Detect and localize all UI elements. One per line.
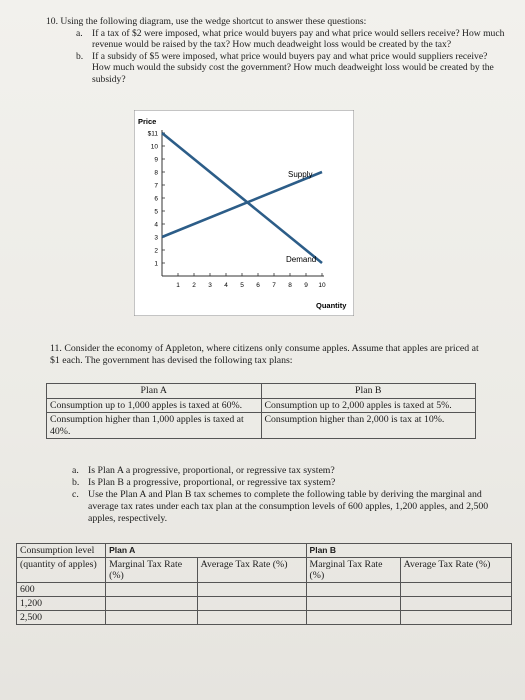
y-tick-label: 7 xyxy=(154,182,158,190)
item-label: c. xyxy=(72,489,79,500)
y-tick-label: 4 xyxy=(154,221,158,229)
plan-a-header: Plan A xyxy=(47,384,262,399)
x-tick-label: 7 xyxy=(272,282,276,289)
y-tick-label: 5 xyxy=(154,208,158,216)
y-tick-label: 2 xyxy=(154,247,158,255)
supply-label: Supply xyxy=(288,170,313,179)
demand-label: Demand xyxy=(286,255,317,264)
answer-cell[interactable] xyxy=(400,583,511,597)
y-tick-label: 1 xyxy=(154,260,158,268)
average-rate-header: Average Tax Rate (%) xyxy=(400,558,511,583)
consumption-level-cell: 1,200 xyxy=(17,597,106,611)
y-tick-label: 6 xyxy=(154,195,158,203)
supply-demand-chart xyxy=(134,110,354,316)
item-text: Is Plan B a progressive, proportional, or regressive tax system? xyxy=(88,477,336,488)
consumption-level-cell: 2,500 xyxy=(17,611,106,625)
table-cell: Consumption higher than 2,000 is tax at 10%. xyxy=(261,413,476,439)
x-tick-label: 4 xyxy=(224,282,228,289)
answer-cell[interactable] xyxy=(306,583,400,597)
table-row xyxy=(17,558,512,583)
x-tick-label: 6 xyxy=(256,282,260,289)
table-row xyxy=(17,597,512,611)
x-tick-label: 10 xyxy=(318,282,326,289)
marginal-rate-header: Marginal Tax Rate (%) xyxy=(106,558,198,583)
question-10b xyxy=(46,51,506,86)
plan-b-header: Plan B xyxy=(306,544,511,558)
question-11 xyxy=(50,343,480,367)
tax-rates-table xyxy=(16,543,512,625)
y-axis-label: Price xyxy=(138,117,157,126)
y-tick-label: 9 xyxy=(154,156,158,164)
answer-cell[interactable] xyxy=(306,597,400,611)
list-item xyxy=(72,489,492,525)
answer-cell[interactable] xyxy=(400,611,511,625)
question-10a xyxy=(46,28,506,51)
table-cell: Consumption higher than 1,000 apples is taxed at 40%. xyxy=(47,413,262,439)
list-item xyxy=(72,465,492,477)
average-rate-header: Average Tax Rate (%) xyxy=(197,558,306,583)
quantity-subheader: (quantity of apples) xyxy=(17,558,106,583)
plan-a-header: Plan A xyxy=(106,544,306,558)
table-row xyxy=(17,611,512,625)
answer-cell[interactable] xyxy=(106,597,198,611)
x-tick-label: 5 xyxy=(240,282,244,289)
list-item xyxy=(72,477,492,489)
answer-cell[interactable] xyxy=(197,583,306,597)
table-row xyxy=(47,398,476,413)
plan-b-header: Plan B xyxy=(261,384,476,399)
consumption-level-header: Consumption level xyxy=(17,544,106,558)
question-10a-text: If a tax of $2 were imposed, what price would buyers pay and what price would sellers receive? How much revenue would be raised by the tax? How much deadweight loss would be created by the tax? xyxy=(92,27,505,51)
item-label: b. xyxy=(72,477,80,488)
item-label: a. xyxy=(72,465,79,476)
y-tick-label: 3 xyxy=(154,234,158,242)
answer-cell[interactable] xyxy=(197,597,306,611)
table-row xyxy=(17,583,512,597)
table-row xyxy=(47,413,476,439)
question-10 xyxy=(46,16,506,86)
x-tick-label: 8 xyxy=(288,282,292,289)
answer-cell[interactable] xyxy=(106,611,198,625)
table-row xyxy=(47,384,476,399)
x-tick-label: 2 xyxy=(192,282,196,289)
question-11-number: 11. xyxy=(50,343,62,354)
question-10a-label: a. xyxy=(76,27,83,39)
table-cell: Consumption up to 2,000 apples is taxed at 5%. xyxy=(261,398,476,413)
consumption-level-cell: 600 xyxy=(17,583,106,597)
x-tick-label: 1 xyxy=(176,282,180,289)
table-cell: Consumption up to 1,000 apples is taxed at 60%. xyxy=(47,398,262,413)
table-row xyxy=(17,544,512,558)
question-11-text: Consider the economy of Appleton, where citizens only consume apples. Assume that apples are priced at $1 each. The government has devised the following tax plans: xyxy=(50,343,479,366)
answer-cell[interactable] xyxy=(106,583,198,597)
question-11-subquestions xyxy=(72,465,492,525)
question-10-intro-line xyxy=(46,16,506,28)
x-tick-label: 3 xyxy=(208,282,212,289)
question-10-intro: Using the following diagram, use the wedge shortcut to answer these questions: xyxy=(60,16,367,27)
y-tick-label: 8 xyxy=(154,169,158,177)
question-10b-text: If a subsidy of $5 were imposed, what price would buyers pay and what price would suppliers receive? How much would the subsidy cost the government? How much deadweight loss would be created by the subsidy? xyxy=(92,50,494,85)
item-text: Use the Plan A and Plan B tax schemes to complete the following table by deriving the marginal and average tax rates under each tax plan at the consumption levels of 600 apples, 1,200 apples, and 2,500 apples, respectively. xyxy=(88,489,489,524)
tax-plans-table xyxy=(46,383,476,439)
answer-cell[interactable] xyxy=(306,611,400,625)
question-10-number: 10. xyxy=(46,16,58,27)
y-tick-label: 10 xyxy=(150,143,158,151)
answer-cell[interactable] xyxy=(197,611,306,625)
x-tick-label: 9 xyxy=(304,282,308,289)
y-tick-label: $11 xyxy=(147,130,158,138)
marginal-rate-header: Marginal Tax Rate (%) xyxy=(306,558,400,583)
x-axis-label: Quantity xyxy=(316,301,347,310)
question-10b-label: b. xyxy=(76,50,84,62)
answer-cell[interactable] xyxy=(400,597,511,611)
item-text: Is Plan A a progressive, proportional, or regressive tax system? xyxy=(88,465,335,476)
